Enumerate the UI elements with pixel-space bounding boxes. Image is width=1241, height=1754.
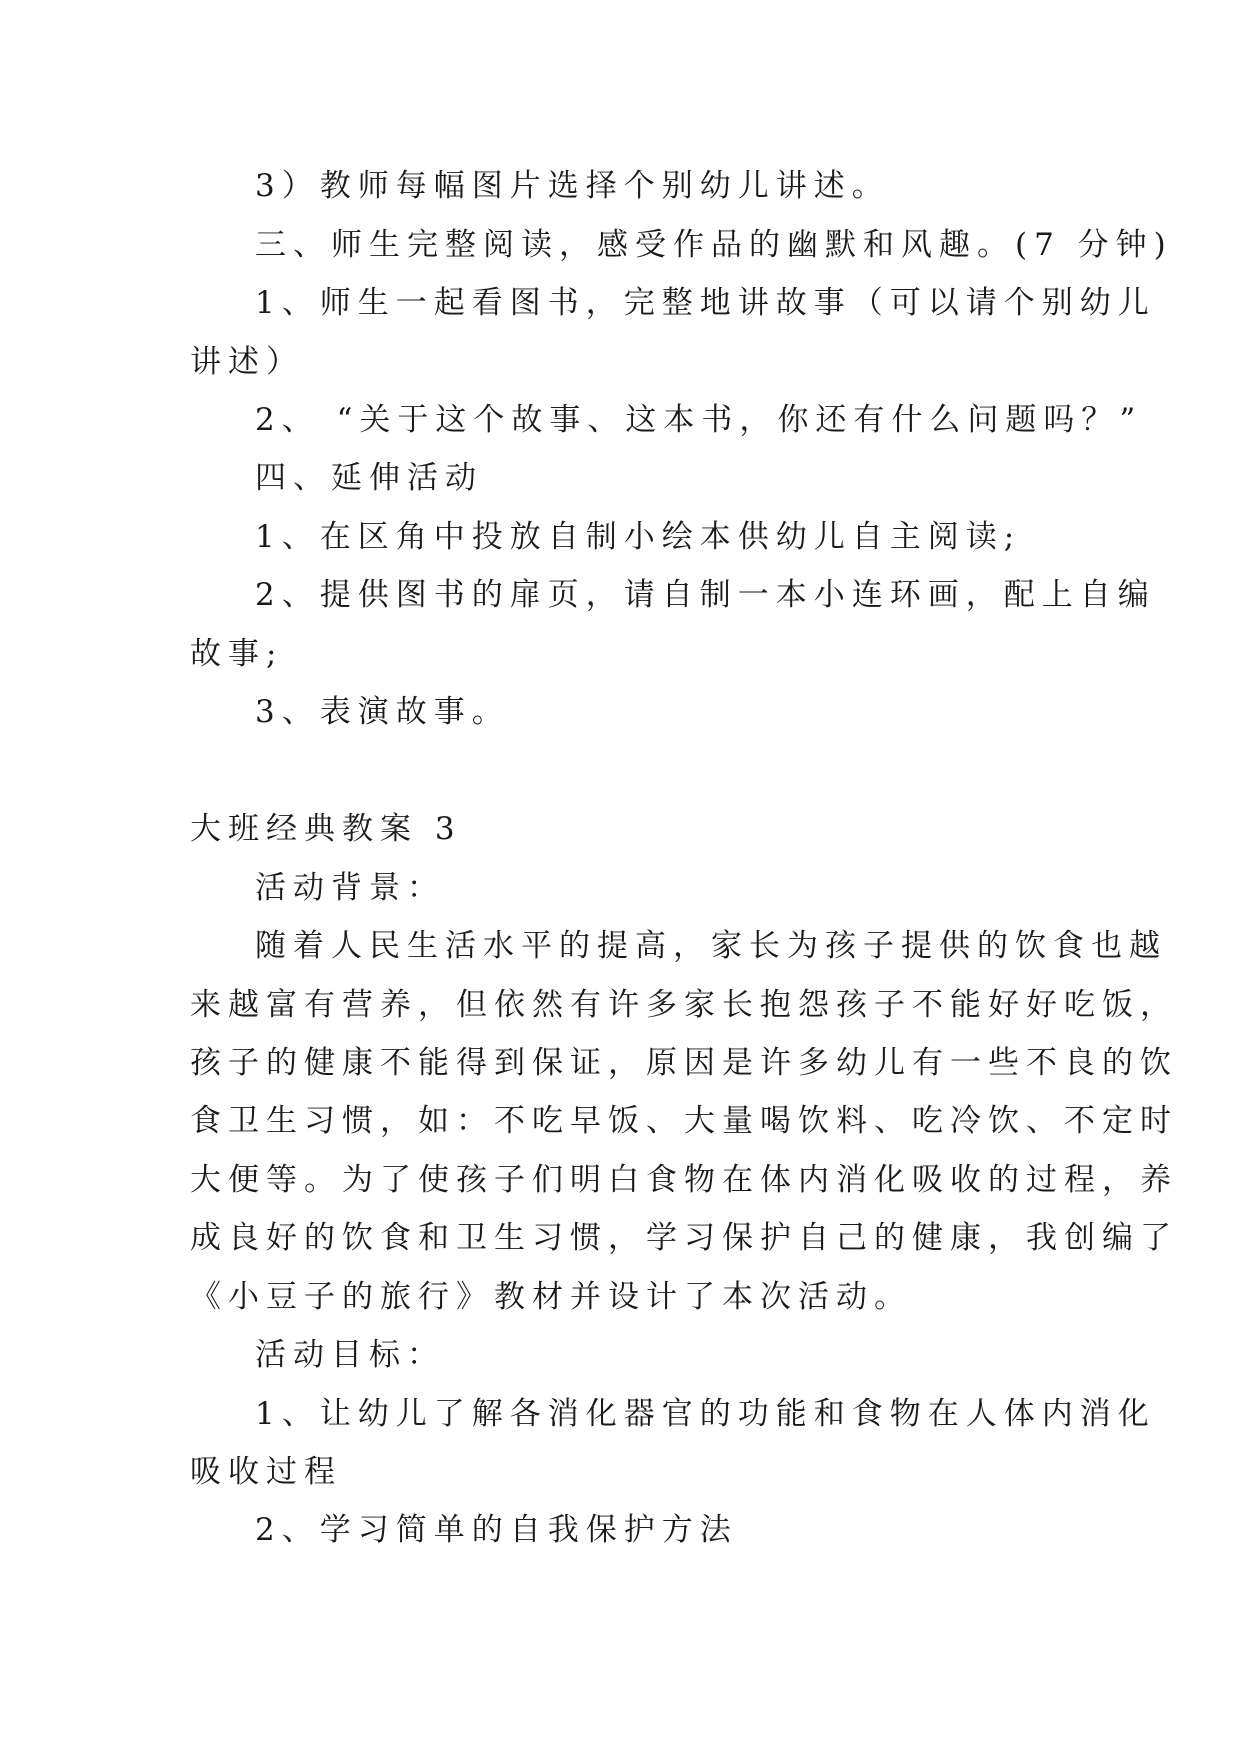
section-heading: 四、延伸活动 xyxy=(255,460,483,496)
text-line: 2、 “关于这个故事、这本书，你还有什么问题吗？” xyxy=(255,402,1143,438)
paragraph-line: 大便等。为了使孩子们明白食物在体内消化吸收的过程，养 xyxy=(190,1162,1178,1198)
paragraph-line: 《小豆子的旅行》教材并设计了本次活动。 xyxy=(190,1279,912,1315)
paragraph-line: 孩子的健康不能得到保证，原因是许多幼儿有一些不良的饮 xyxy=(190,1045,1178,1081)
text-line: 吸收过程 xyxy=(190,1454,342,1490)
text-line: 1、让幼儿了解各消化器官的功能和食物在人体内消化 xyxy=(255,1396,1156,1432)
text-line: 3）教师每幅图片选择个别幼儿讲述。 xyxy=(255,168,890,204)
section-heading: 活动目标： xyxy=(255,1337,445,1373)
section-heading: 活动背景： xyxy=(255,870,445,906)
text-line: 3、表演故事。 xyxy=(255,694,510,730)
text-line: 2、提供图书的扉页，请自制一本小连环画，配上自编 xyxy=(255,577,1156,613)
text-line: 2、学习简单的自我保护方法 xyxy=(255,1512,738,1548)
section-heading: 三、师生完整阅读，感受作品的幽默和风趣。(7 分钟) xyxy=(255,227,1173,263)
document-title: 大班经典教案 3 xyxy=(190,811,462,847)
text-line: 讲述） xyxy=(190,344,304,380)
paragraph-line: 成良好的饮食和卫生习惯，学习保护自己的健康，我创编了 xyxy=(190,1220,1178,1256)
paragraph-line: 食卫生习惯，如：不吃早饭、大量喝饮料、吃冷饮、不定时 xyxy=(190,1103,1178,1139)
text-line: 1、在区角中投放自制小绘本供幼儿自主阅读; xyxy=(255,519,1022,555)
paragraph-line: 来越富有营养，但依然有许多家长抱怨孩子不能好好吃饭， xyxy=(190,987,1178,1023)
text-line: 1、师生一起看图书，完整地讲故事（可以请个别幼儿 xyxy=(255,285,1156,321)
text-line: 故事; xyxy=(190,636,284,672)
paragraph-line: 随着人民生活水平的提高，家长为孩子提供的饮食也越 xyxy=(255,928,1167,964)
